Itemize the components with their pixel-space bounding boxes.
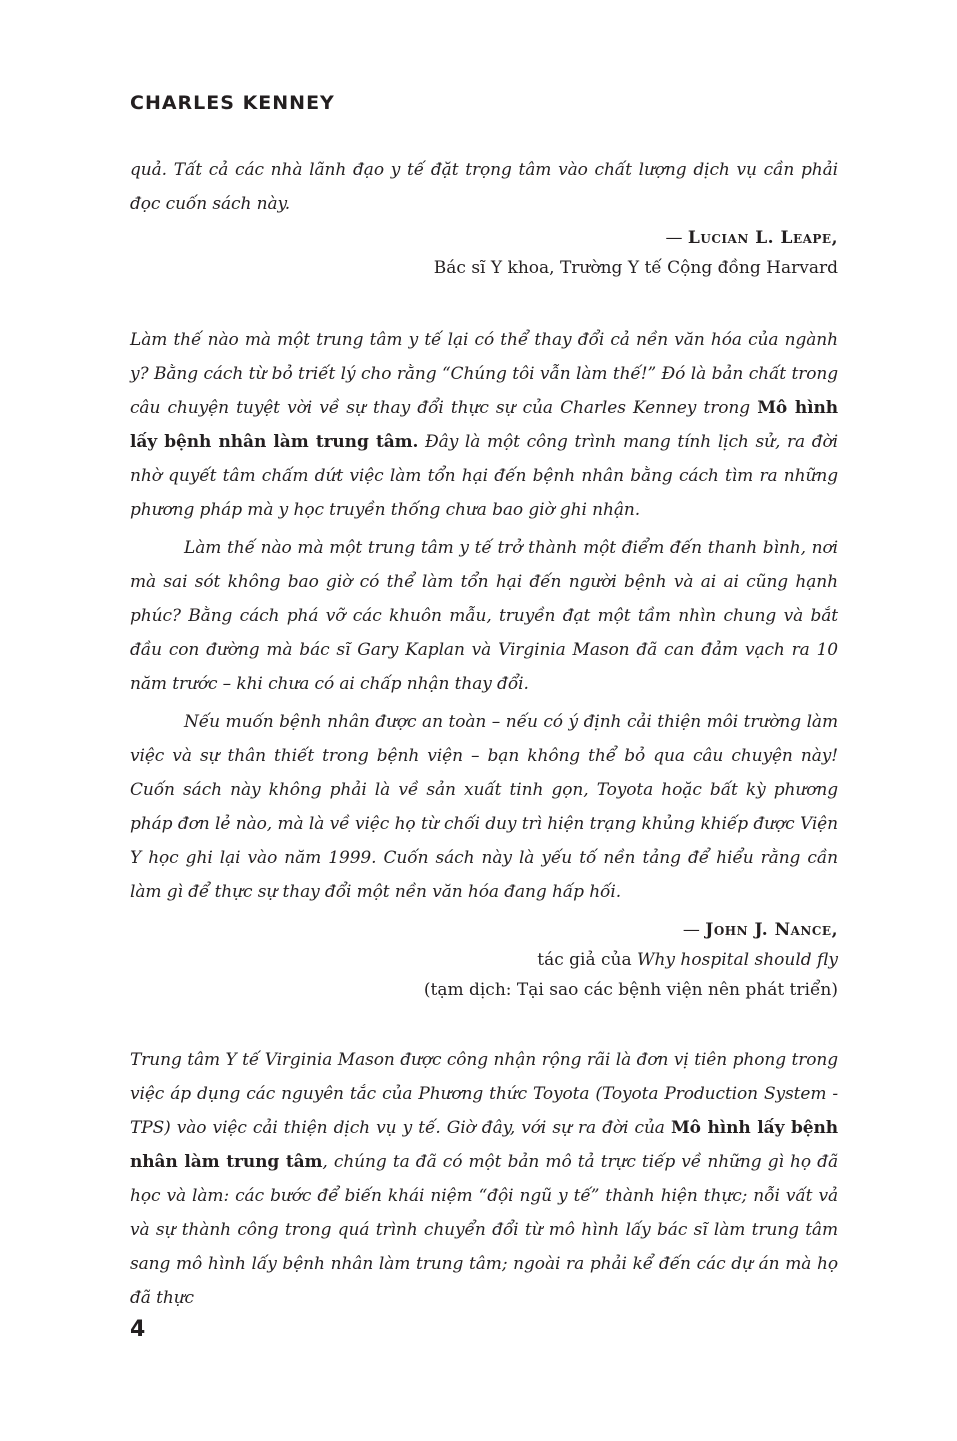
quote-1-author-line: — Lucian L. Leape, xyxy=(665,228,838,248)
quote-2-paragraph-2: Làm thế nào mà một trung tâm y tế trở thành một điểm đến thanh bình, nơi mà sai sót không bao giờ có thể làm tổn hại đến người bệnh và ai ai cũng hạnh phúc? Bằng cách phá vỡ các khuôn mẫu, truyền đạt một tầm nhìn chung và bắt đầu con đường mà bác sĩ Gary Kaplan và Virginia Mason đã can đảm vạch ra 10 năm trước – khi chưa có ai chấp nhận thay đổi. xyxy=(130,538,838,694)
quote-2-author-line: — John J. Nance, xyxy=(682,920,838,940)
quote-2-paragraph-3: Nếu muốn bệnh nhân được an toàn – nếu có ý định cải thiện môi trường làm việc và sự thân thiết trong bệnh viện – bạn không thể bỏ qua câu chuyện này! Cuốn sách này không phải là về sản xuất tinh gọn, Toyota hoặc bất kỳ phương pháp đơn lẻ nào, mà là về việc họ từ chối duy trì hiện trạng khủng khiếp được Viện Y học ghi lại vào năm 1999. Cuốn sách này là yếu tố nền tảng để hiểu rằng cần làm gì để thực sự thay đổi một nền văn hóa đang hấp hối. xyxy=(130,712,838,902)
quote-3-text-b: , chúng ta đã có một bản mô tả trực tiếp về những gì họ đã học và làm: các bước để biến khái niệm “đội ngũ y tế” thành hiện thực; nỗi vất vả và sự thành công trong quá trình chuyển đổi từ mô hình lấy bác sĩ làm trung tâm sang mô hình lấy bệnh nhân làm trung tâm; ngoài ra phải kể đến các dự án mà họ đã thực xyxy=(130,1152,838,1308)
quote-2-p1-text-a: Làm thế nào mà một trung tâm y tế lại có thể thay đổi cả nền văn hóa của ngành y? Bằng cách từ bỏ triết lý cho rằng “Chúng tôi vẫn làm thế!” Đó là bản chất trong câu chuyện tuyệt vời về sự thay đổi thực sự của Charles Kenney trong xyxy=(130,330,838,418)
quote-1-attribution xyxy=(130,223,838,283)
page-number: 4 xyxy=(130,1317,146,1342)
page-body xyxy=(130,153,838,1315)
quote-3-text-a: Trung tâm Y tế Virginia Mason được công nhận rộng rãi là đơn vị tiên phong trong việc áp dụng các nguyên tắc của Phương thức Toyota (Toyota Production System - TPS) vào việc cải thiện dịch vụ y tế. Giờ đây, với sự ra đời của xyxy=(130,1050,838,1138)
quote-2-translation: (tạm dịch: Tại sao các bệnh viện nên phát triển) xyxy=(423,980,838,1000)
quote-1-text: quả. Tất cả các nhà lãnh đạo y tế đặt trọng tâm vào chất lượng dịch vụ cần phải đọc cuốn sách này. xyxy=(130,160,838,214)
running-header: CHARLES KENNEY xyxy=(130,92,335,114)
quote-2-book-title: Why hospital should fly xyxy=(637,950,838,970)
book-title-bold: Mô hình lấy bệnh nhân làm trung tâm. xyxy=(130,398,838,452)
quote-1-author: Lucian L. Leape, xyxy=(687,228,838,248)
quote-2-role-prefix: tác giả của xyxy=(537,950,637,970)
quote-1-role: Bác sĩ Y khoa, Trường Y tế Cộng đồng Harvard xyxy=(433,258,838,278)
quote-2-role xyxy=(130,945,838,975)
quote-2-p1-text-b: Đây là một công trình mang tính lịch sử, ra đời nhờ quyết tâm chấm dứt việc làm tổn hại đến bệnh nhân bằng cách tìm ra những phương pháp mà y học truyền thống chưa bao giờ ghi nhận. xyxy=(130,432,838,520)
quote-2-paragraph-1 xyxy=(130,323,838,527)
book-title-bold-2: Mô hình lấy bệnh nhân làm trung tâm xyxy=(130,1118,838,1172)
quote-3-paragraph xyxy=(130,1043,838,1315)
quote-2-attribution xyxy=(130,915,838,1005)
quote-2-author: John J. Nance, xyxy=(705,920,838,940)
